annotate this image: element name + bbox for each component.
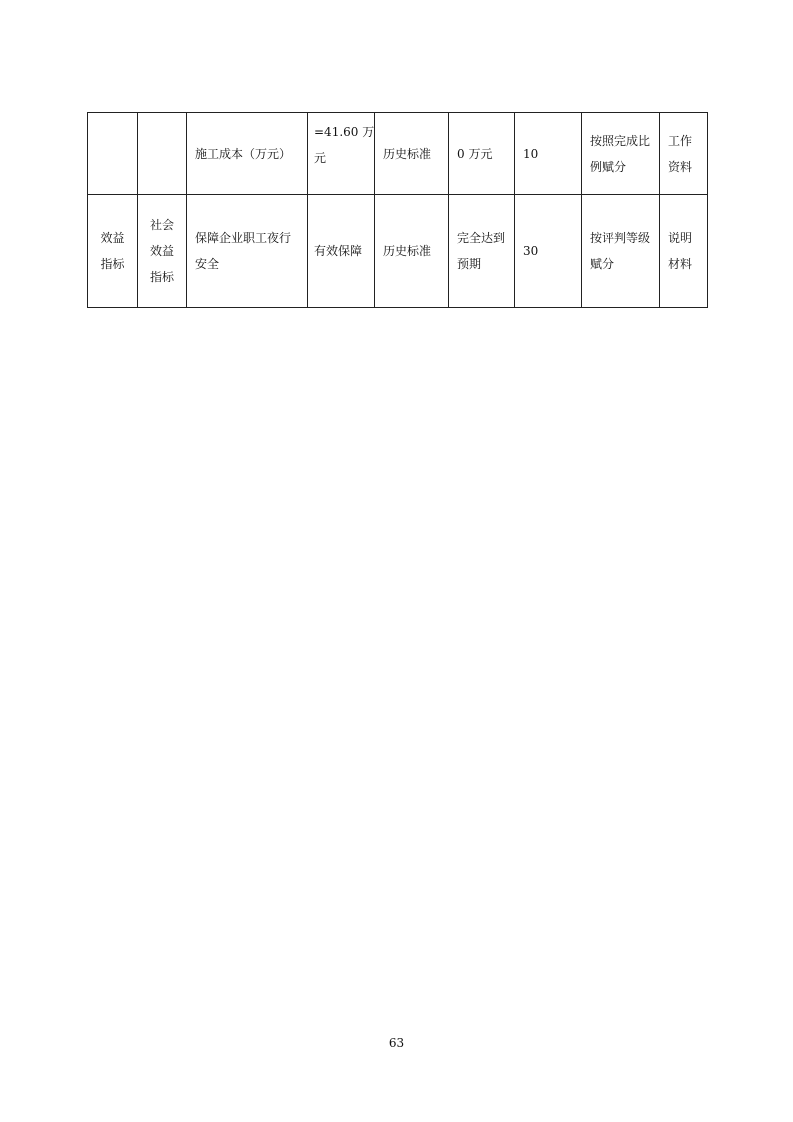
table-cell-method: 按评判等级 赋分 <box>582 195 660 308</box>
table-cell-source: 工作 资料 <box>660 113 708 195</box>
table-cell-target: 完全达到 预期 <box>449 195 515 308</box>
table-cell-indicator: 施工成本（万元） <box>187 113 308 195</box>
performance-indicator-table <box>87 112 708 308</box>
table-cell-standard: 历史标准 <box>375 195 449 308</box>
table-cell-value: =41.60 万 元 <box>308 113 375 195</box>
table-cell-indicator: 保障企业职工夜行 安全 <box>187 195 308 308</box>
table-cell-source: 说明 材料 <box>660 195 708 308</box>
table-cell-level2 <box>138 113 187 195</box>
table-cell-weight: 30 <box>515 195 582 308</box>
table-cell-value: 有效保障 <box>308 195 375 308</box>
table-cell-method: 按照完成比 例赋分 <box>582 113 660 195</box>
page-number: 63 <box>388 1036 405 1050</box>
table-cell-level1 <box>88 113 138 195</box>
table-cell-target: 0 万元 <box>449 113 515 195</box>
table-row <box>88 195 708 308</box>
table-cell-level2: 社会 效益 指标 <box>138 195 187 308</box>
table-cell-weight: 10 <box>515 113 582 195</box>
table-cell-level1: 效益 指标 <box>88 195 138 308</box>
table-row <box>88 113 708 195</box>
table-cell-standard: 历史标准 <box>375 113 449 195</box>
